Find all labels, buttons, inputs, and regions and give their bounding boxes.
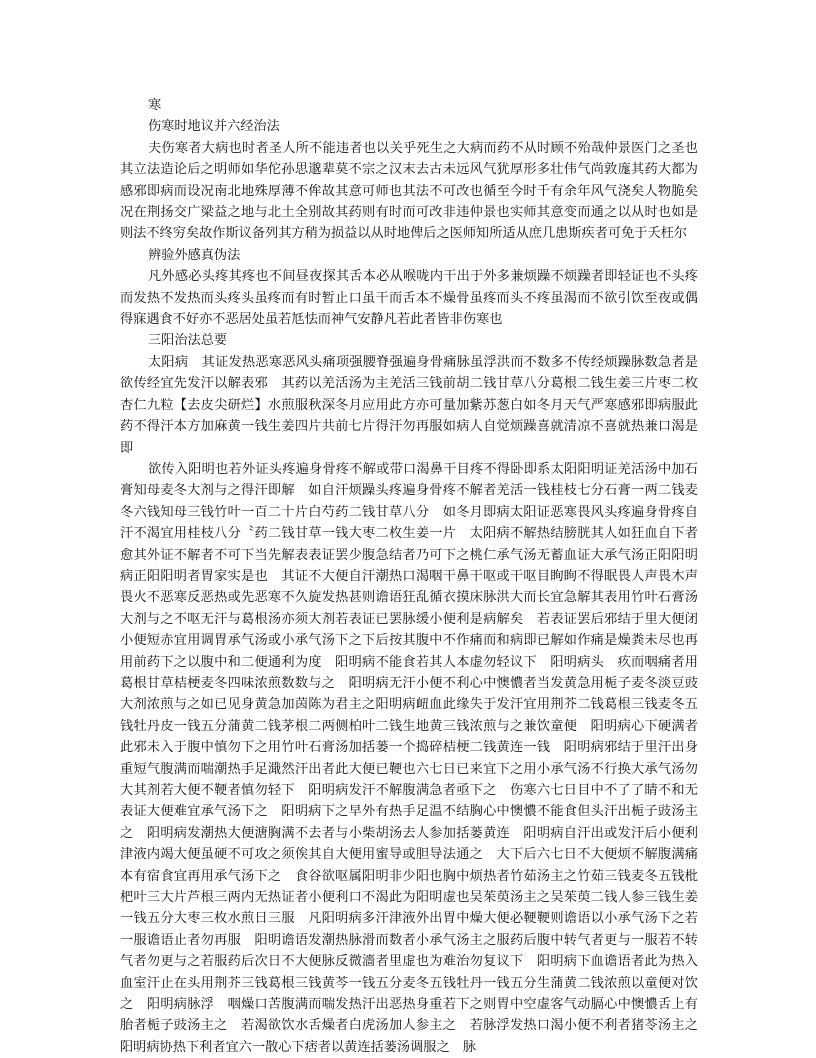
document-page <box>120 95 712 1058</box>
paragraph-yangming: 欲传入阳明也若外证头疼遍身骨疼不解或带口渴鼻干目疼不得卧即系太阳阳明证羌活汤中加石膏知母麦冬大剂与之得汗即解 如自汗烦躁头疼遍身骨疼不解者羌活一钱桂枝七分石膏一两二钱麦冬六钱知母三钱竹叶一百二十片白芍药二钱甘草八分 如冬月即病太阳证恶寒畏风头疼遍身骨疼自汗不渴宜用桂枝八分〝药二钱甘草一钱大枣二枚生姜一片 太阳病不解热结膀胱其人如狂血自下者愈其外证不解者不可下当先解表表证罢少腹急结者乃可下之桃仁承气汤无蓄血证大承气汤正阳阳明病正阳阳明者胃家实是也 其证不大便自汗潮热口渴咽干鼻干呕或干呕目眴眴不得眠畏人声畏木声畏火不恶寒反恶热或先恶寒不久旋发热甚则谵语狂乱循衣摸床脉洪大而长宜急解其表用竹叶石膏汤大剂与之不呕无汗与葛根汤亦须大剂若表证已罢脉缓小便利是病解矣 若表证罢后邪结于里大便闭小便短赤宜用调胃承气汤或小承气汤下之下后按其腹中不作痛而和病即已解如作痛是燥粪未尽也再用前药下之以腹中和二便通利为度 阳明病不能食若其人本虚勿轻议下 阳明病头 疚而咽痛者用葛根甘草桔梗麦冬四味浓煎数数与之 阳明病无汗小便不利心中懊憹者当发黄急用栀子麦冬淡豆豉大剂浓煎与之如已见身黄急加茵陈为君主之阳明病衄血此缘失于发汗宜用荆芥二钱葛根三钱麦冬五钱牡丹皮一钱五分蒲黄二钱茅根二两侧柏叶二钱生地黄三钱浓煎与之兼饮童便 阳明病心下硬满者此邪未入于腹中慎勿下之用竹叶石膏汤加括蒌一个捣碎桔梗二钱黄连一钱 阳明病邪结于里汗出身重短气腹满而喘潮热手足濈然汗出者此大便已鞕也六七日已来宜下之用小承气汤不行换大承气汤勿大其剂若大便不鞕者慎勿轻下 阳明病发汗不解腹满急者亟下之 伤寒六七日目中不了了睛不和无表证大便难宜承气汤下之 阳明病下之早外有热手足温不结胸心中懊憹不能食但头汗出栀子豉汤主之 阳明病发潮热大便溏胸满不去者与小柴胡汤去人参加括蒌黄连 阳明病自汗出或发汗后小便利津液内竭大便虽硬不可攻之须俟其自大便用蜜导或胆导法通之 大下后六七日不大便烦不解腹满痛本有宿食宜再用承气汤下之 食谷欲呕属阳明非少阳也胸中烦热者竹茹汤主之竹茹三钱麦冬五钱枇杷叶三大片芦根三两内无热证者小便利口不渴此为阳明虚也吴茱萸汤主之吴茱萸二钱人参三钱生姜一钱五分大枣三枚水煎日三服 凡阳明病多汗津液外出胃中燥大便必鞕鞕则谵语以小承气汤下之若一服谵语止者勿再服 阳明谵语发潮热脉滑而数者小承气汤主之服药后腹中转气者更与一服若不转气者勿更与之若服药后次日不大便脉反微濇者里虚也为难治勿复议下 阳明病下血谵语者此为热入血室汗止在头用荆芥三钱葛根三钱黄芩一钱五分麦冬五钱牡丹一钱五分生蒲黄二钱浓煎以童便对饮之 阳明病脉浮 咽燥口苦腹满而喘发热汗出恶热身重若下之则胃中空虚客气动膈心中懊憹舌上有胎者栀子豉汤主之 若渴欲饮水舌燥者白虎汤加人参主之 若脉浮发热口渴小便不利者猪苓汤主之 阳明病协热下利者宜六一散心下痞者以黄连括蒌汤调服之 脉 <box>120 461 712 1055</box>
paragraph-time-place: 夫伤寒者大病也时者圣人所不能违者也以关乎死生之大病而药不从时顾不殆哉仲景医门之圣也其立法造论后之明师如华佗孙思邈辈莫不宗之汉末去古未远风气犹厚形多壮伟气尚敦庬其药大都为感邪即病而设况南北地殊厚薄不侔故其意可师也其法不可改也循至今时千有余年风气浇矣人物脆矣况在荆扬交广梁益之地与北土全别故其药则有时而可改非违仲景也实师其意变而通之以从时也如是则法不终穷矣故作斯议备列其方稍为损益以从时地俾后之医师知所适从庶几患斯疾者可免于夭枉尔 <box>120 140 698 242</box>
section-heading-external-sensation: 辨验外感真伪法 <box>148 247 241 263</box>
paragraph-taiyang: 太阳病 其证发热恶寒恶风头痛项强腰脊强遍身骨痛脉虽浮洪而不数多不传经烦躁脉数急者是欲传经宜先发汗以解表邪 其药以羌活汤为主羌活三钱前胡二钱甘草八分葛根二钱生姜三片枣二枚杏仁九粒【去皮尖研烂】水煎服秋深冬月应用此方亦可量加紫苏葱白如冬月天气严寒感邪即病服此药不得汗本方加麻黄一钱生姜四片共前七片得汗勿再服如病人自觉烦躁喜就清凉不喜就热兼口渴是即 <box>120 354 698 456</box>
title-fragment: 寒 <box>148 98 162 113</box>
section-heading-time-place: 伤寒时地议并六经治法 <box>148 119 280 135</box>
section-heading-three-yang: 三阳治法总要 <box>148 333 228 349</box>
paragraph-external-sensation: 凡外感必头疼其疼也不间昼夜探其舌本必从喉咙内干出于外多兼烦躁不烦躁者即轻证也不头疼而发热不发热而头疼头虽疼而有时暂止口虽干而舌本不燥骨虽疼而头不疼虽渴而不欲引饮至夜或偶得寐遇食不好亦不恶居处虽若尪怯而神气安静凡若此者皆非伤寒也 <box>120 269 698 328</box>
